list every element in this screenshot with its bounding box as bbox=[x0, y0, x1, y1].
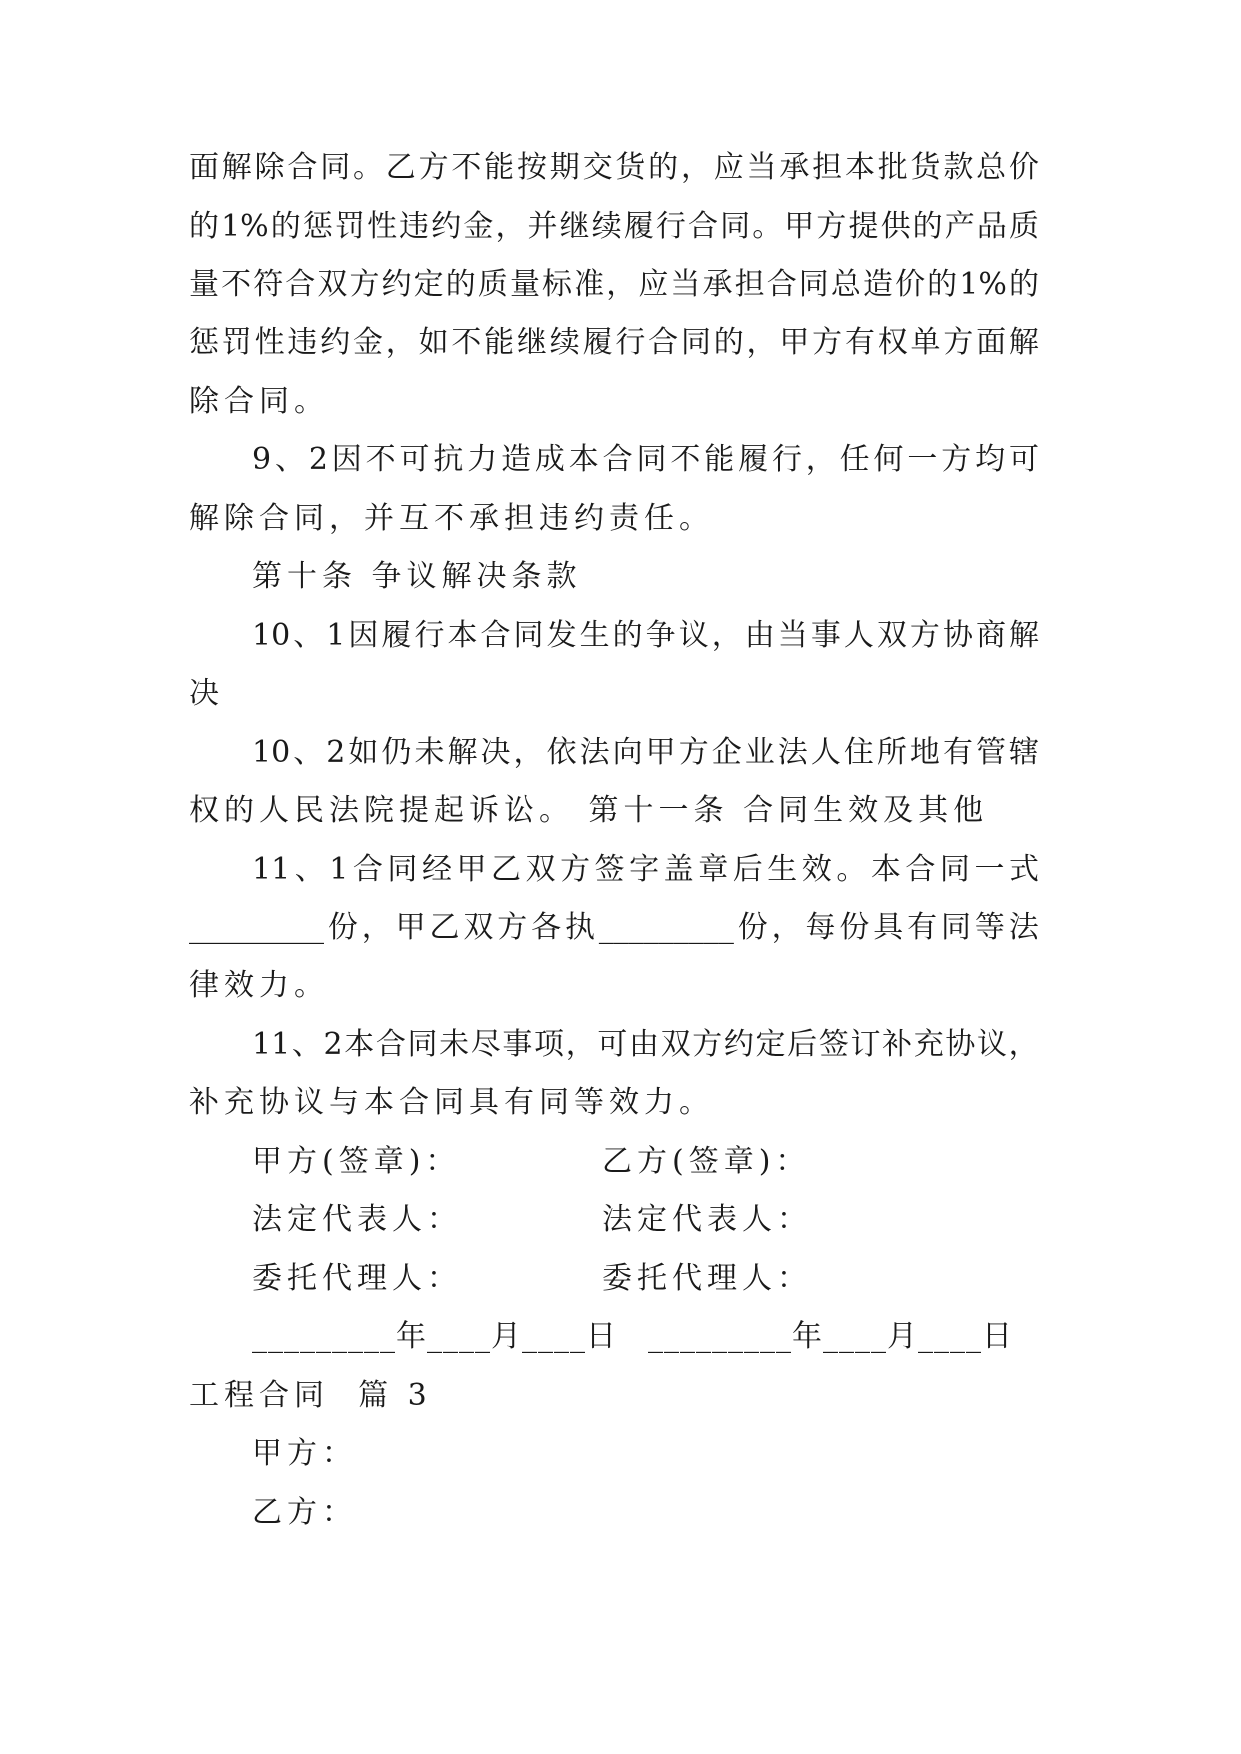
paragraph-line bbox=[189, 323, 1039, 363]
paragraph-line: 补充协议与本合同具有同等效力。 bbox=[189, 1085, 714, 1120]
justified-text: 的 1% 的 惩 罚 性 违 约 金 ， 并 继 续 履 行 合 同 。 甲 方 提 供 的 产 品 质 bbox=[189, 209, 1039, 244]
party-b-rep-label: 法定代表人： bbox=[602, 1202, 812, 1237]
paragraph-line bbox=[252, 850, 1039, 890]
justified-text: 11 、 2 本 合 同 未 尽 事 项 ， 可 由 双 方 约 定 后 签 订 补 充 协 议 ， bbox=[252, 1027, 1039, 1062]
section-heading: 第十条 争议解决条款 bbox=[252, 559, 582, 594]
party-b-agent-label: 委托代理人： bbox=[602, 1261, 812, 1296]
party-a-rep-label: 法定代表人： bbox=[252, 1202, 462, 1237]
paragraph-line: 决 bbox=[189, 676, 224, 711]
party-a-label: 甲方： bbox=[252, 1436, 357, 1471]
paragraph-line bbox=[189, 148, 1039, 188]
paragraph-line bbox=[189, 265, 1039, 305]
paragraph-line bbox=[252, 616, 1039, 656]
party-b-seal-label: 乙方(签章)： bbox=[602, 1144, 811, 1179]
party-b-date: _________年____月____日 bbox=[648, 1319, 1013, 1354]
justified-text: 面 解 除 合 同 。 乙 方 不 能 按 期 交 货 的 ， 应 当 承 担 本 批 货 款 总 价 bbox=[189, 150, 1039, 185]
justified-text: 10 、 1 因 履 行 本 合 同 发 生 的 争 议 ， 由 当 事 人 双 方 协 商 解 bbox=[252, 618, 1039, 653]
paragraph-line bbox=[252, 733, 1039, 773]
paragraph-line bbox=[189, 908, 1039, 948]
paragraph-line: 权的人民法院提起诉讼。 第十一条 合同生效及其他 bbox=[189, 793, 989, 828]
party-b-label: 乙方： bbox=[252, 1495, 357, 1530]
section-title: 工程合同 篇 3 bbox=[189, 1378, 432, 1413]
justified-text: 9 、 2 因 不 可 抗 力 造 成 本 合 同 不 能 履 行 ， 任 何 一 方 均 可 bbox=[252, 442, 1039, 477]
paragraph-line: 除合同。 bbox=[189, 384, 329, 419]
paragraph-line bbox=[252, 1025, 1039, 1065]
paragraph-line: 律效力。 bbox=[189, 968, 329, 1003]
paragraph-line: 解除合同，并互不承担违约责任。 bbox=[189, 501, 714, 536]
justified-text: 10 、 2 如 仍 未 解 决 ， 依 法 向 甲 方 企 业 法 人 住 所 地 有 管 辖 bbox=[252, 735, 1039, 770]
party-a-agent-label: 委托代理人： bbox=[252, 1261, 462, 1296]
justified-text: _________ 份 ， 甲 乙 双 方 各 执 _________ 份 ， 每 份 具 有 同 等 法 bbox=[189, 910, 1039, 945]
justified-text: 量 不 符 合 双 方 约 定 的 质 量 标 准 ， 应 当 承 担 合 同 总 造 价 的 1% 的 bbox=[189, 267, 1039, 302]
party-a-seal-label: 甲方(签章)： bbox=[252, 1144, 461, 1179]
paragraph-line bbox=[189, 207, 1039, 247]
justified-text: 惩 罚 性 违 约 金 ， 如 不 能 继 续 履 行 合 同 的 ， 甲 方 有 权 单 方 面 解 bbox=[189, 325, 1039, 360]
party-a-date: _________年____月____日 bbox=[252, 1319, 617, 1354]
justified-text: 11 、 1 合 同 经 甲 乙 双 方 签 字 盖 章 后 生 效 。 本 合 同 一 式 bbox=[252, 852, 1039, 887]
paragraph-line bbox=[252, 440, 1039, 480]
